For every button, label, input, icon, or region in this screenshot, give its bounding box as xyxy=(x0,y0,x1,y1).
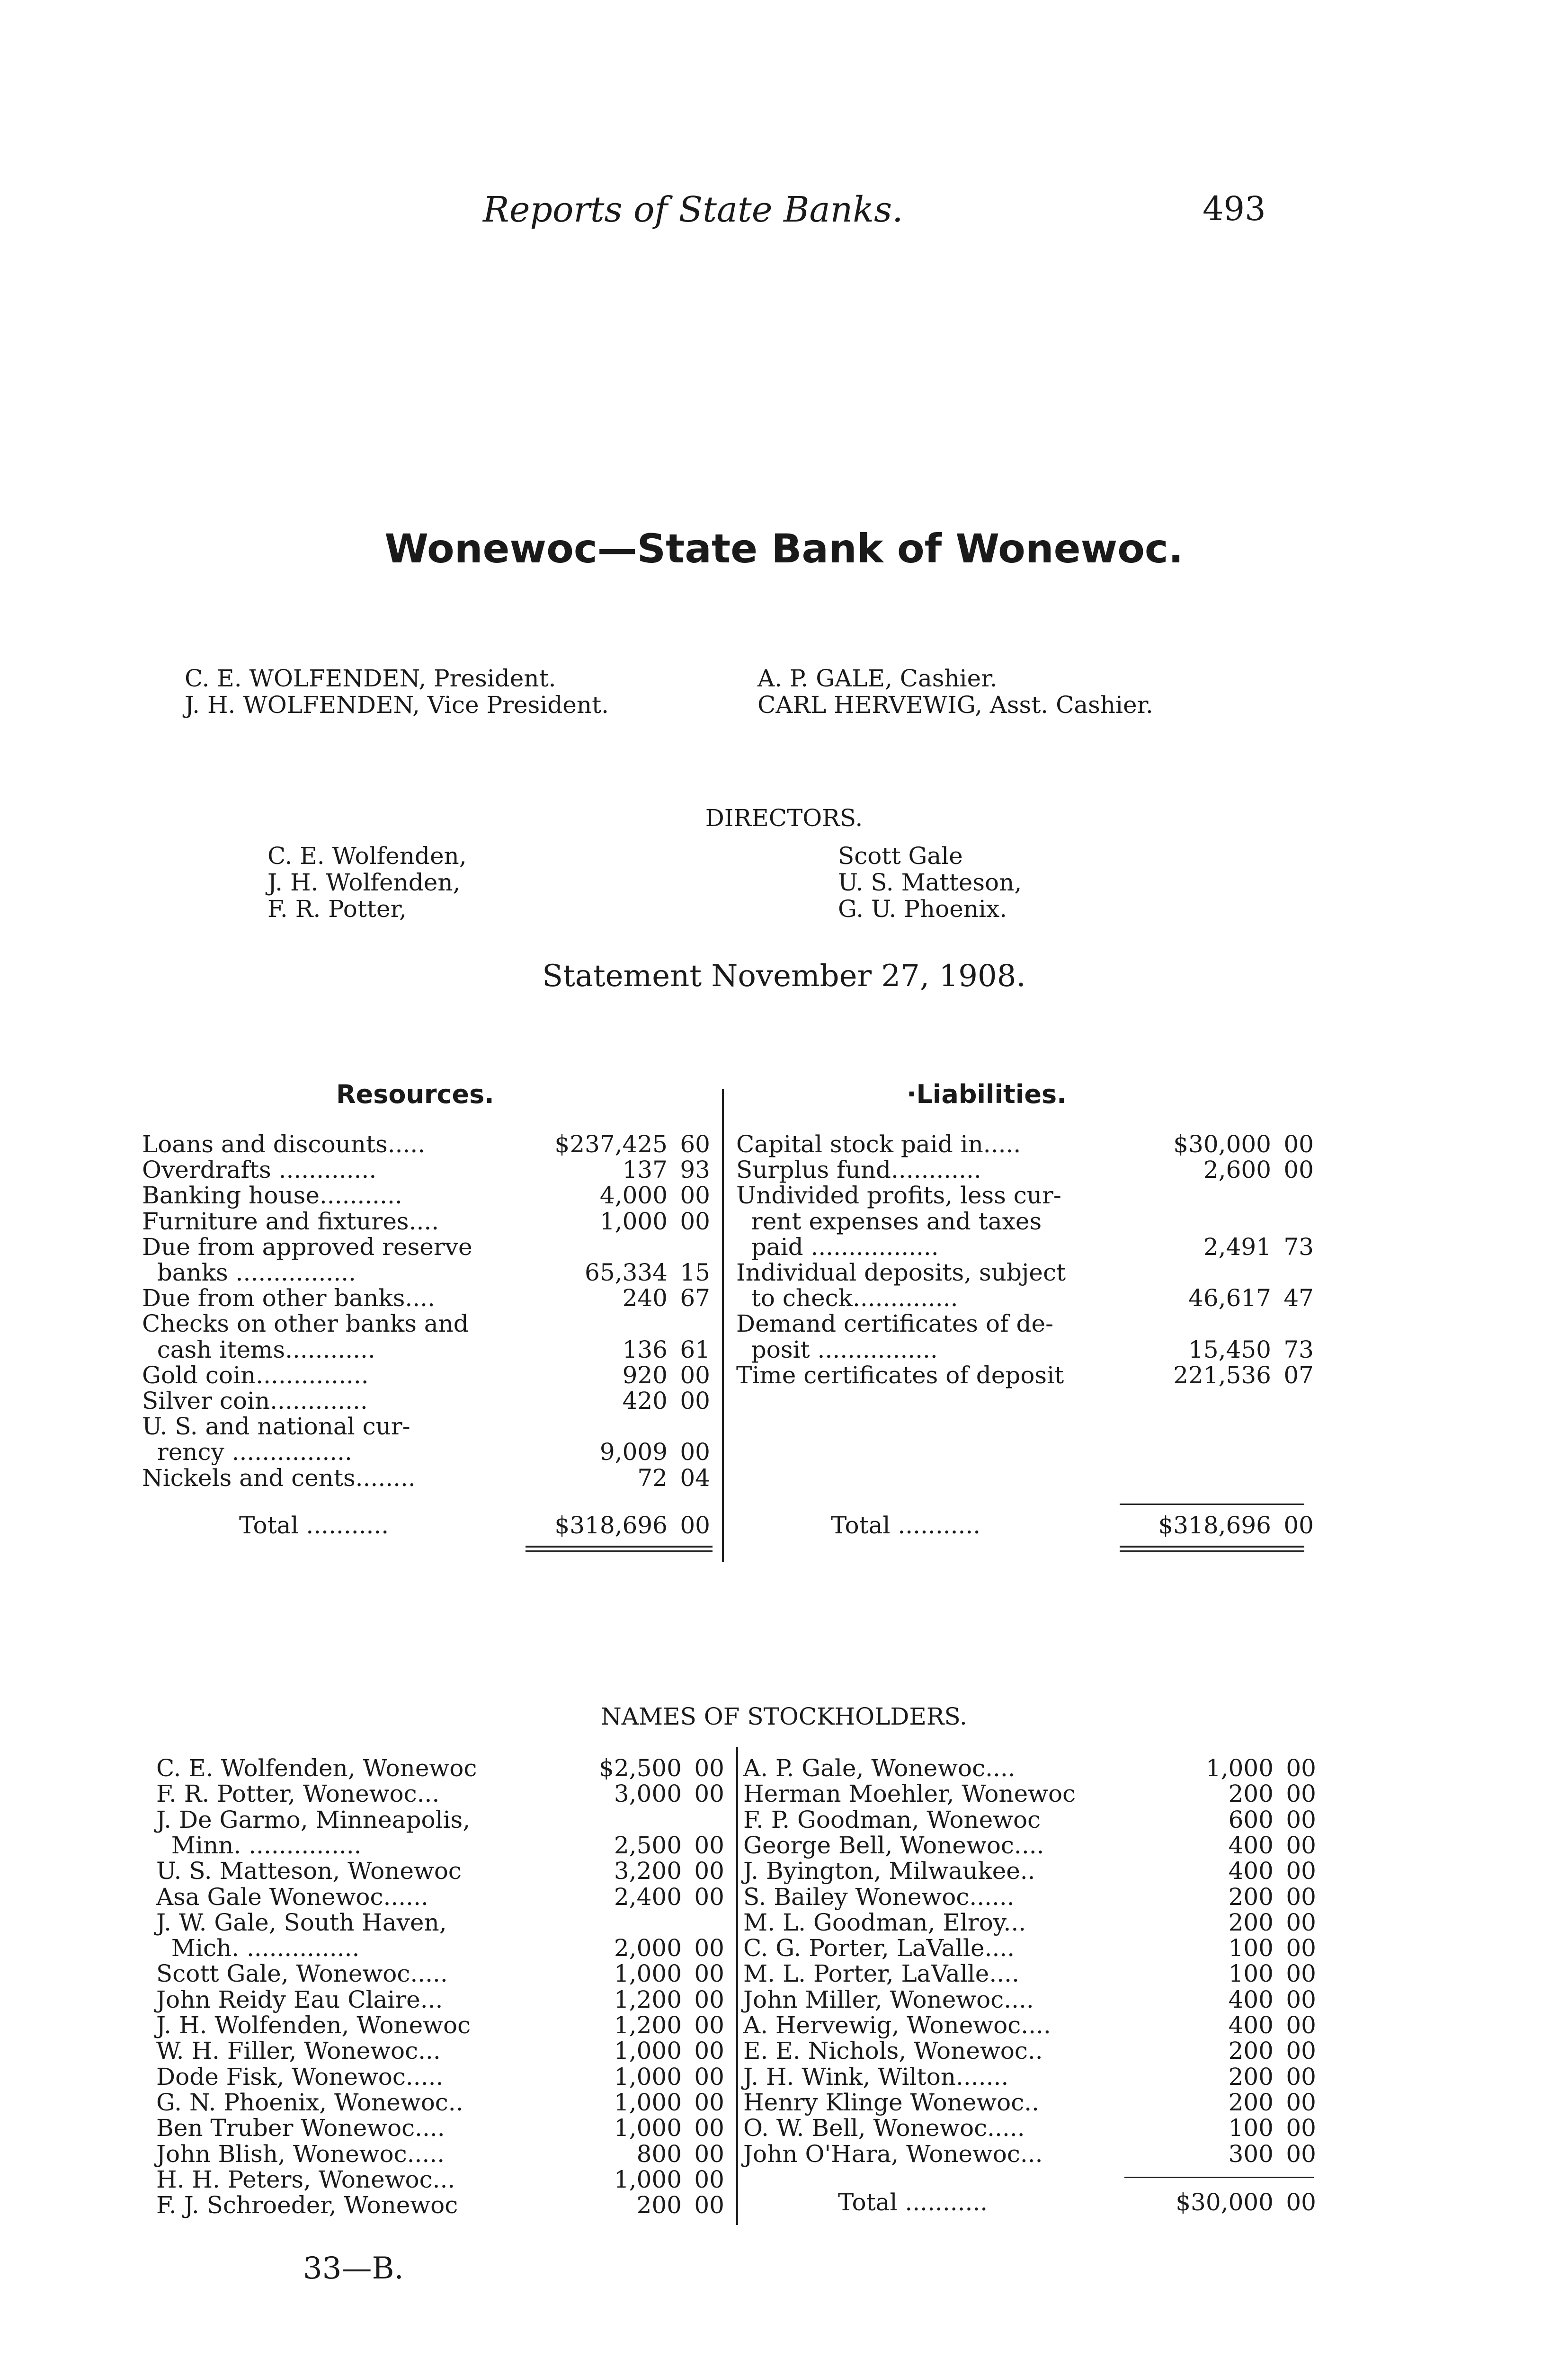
total-cents: 00 xyxy=(680,1512,710,1539)
row-dollars: 4,000 xyxy=(599,1182,668,1210)
row-label: paid ................. xyxy=(736,1233,939,1261)
row-dollars: 2,491 xyxy=(1203,1233,1271,1261)
row-label: F. J. Schroeder, Wonewoc xyxy=(156,2191,458,2219)
row-cents: 00 xyxy=(1286,1985,1316,2013)
row-cents: 00 xyxy=(694,2037,724,2065)
row-label: H. H. Peters, Wonewoc... xyxy=(156,2165,455,2193)
row-dollars: 3,000 xyxy=(614,1780,682,1808)
directors-heading: DIRECTORS. xyxy=(705,804,863,832)
row-dollars: 1,000 xyxy=(614,2063,682,2091)
row-label: U. S. Matteson, Wonewoc xyxy=(156,1857,462,1885)
row-cents: 00 xyxy=(1286,2037,1316,2065)
row-dollars: 300 xyxy=(1228,2140,1274,2168)
row-dollars: 400 xyxy=(1228,2011,1274,2039)
double-rule xyxy=(526,1546,713,1552)
row-cents: 00 xyxy=(1283,1156,1314,1184)
double-rule xyxy=(1120,1546,1304,1552)
row-dollars: 200 xyxy=(1228,2088,1274,2116)
row-cents: 00 xyxy=(694,1985,724,2013)
row-label: to check.............. xyxy=(736,1284,958,1312)
row-cents: 00 xyxy=(680,1438,710,1466)
officer-vice-president: J. H. WOLFENDEN, Vice President. xyxy=(185,691,609,719)
row-dollars: 1,000 xyxy=(614,2165,682,2193)
row-label: Undivided profits, less cur- xyxy=(736,1182,1061,1210)
row-label: J. H. Wink, Wilton....... xyxy=(743,2063,1009,2091)
row-label: E. E. Nichols, Wonewoc.. xyxy=(743,2037,1043,2065)
row-label: George Bell, Wonewoc.... xyxy=(743,1831,1044,1859)
row-dollars: 200 xyxy=(1228,2037,1274,2065)
row-label: Surplus fund............ xyxy=(736,1156,981,1184)
row-cents: 00 xyxy=(1286,2114,1316,2142)
row-cents: 00 xyxy=(694,2114,724,2142)
total-cents: 00 xyxy=(1286,2189,1316,2216)
director-name: J. H. Wolfenden, xyxy=(267,869,461,896)
row-cents: 00 xyxy=(694,1754,724,1782)
row-label: Asa Gale Wonewoc...... xyxy=(156,1883,428,1911)
officer-cashier: A. P. GALE, Cashier. xyxy=(757,665,998,692)
row-label: cash items............ xyxy=(142,1335,375,1363)
row-cents: 00 xyxy=(1286,1960,1316,1988)
row-label: J. W. Gale, South Haven, xyxy=(156,1908,447,1936)
row-label: C. E. Wolfenden, Wonewoc xyxy=(156,1754,477,1782)
row-label: Overdrafts ............. xyxy=(142,1156,377,1184)
row-label: Ben Truber Wonewoc.... xyxy=(156,2114,445,2142)
row-cents: 93 xyxy=(680,1156,710,1184)
row-cents: 00 xyxy=(694,2140,724,2168)
row-dollars: 400 xyxy=(1228,1985,1274,2013)
row-cents: 00 xyxy=(694,1934,724,1962)
row-dollars: 100 xyxy=(1228,1960,1274,1988)
row-dollars: 1,000 xyxy=(599,1207,668,1235)
page-number: 493 xyxy=(1203,189,1266,228)
row-dollars: 65,334 xyxy=(585,1259,668,1286)
running-head: Reports of State Banks. xyxy=(483,189,903,230)
total-label: Total ........... xyxy=(831,1512,981,1539)
row-cents: 00 xyxy=(694,2011,724,2039)
row-dollars: 46,617 xyxy=(1188,1284,1271,1312)
row-dollars: 920 xyxy=(622,1361,668,1389)
row-dollars: 1,000 xyxy=(1205,1754,1274,1782)
total-cents: 00 xyxy=(1283,1512,1314,1539)
row-cents: 00 xyxy=(680,1387,710,1415)
row-dollars: 200 xyxy=(1228,1780,1274,1808)
row-cents: 00 xyxy=(694,1883,724,1911)
row-cents: 00 xyxy=(1286,1908,1316,1936)
row-cents: 00 xyxy=(694,1857,724,1885)
row-cents: 00 xyxy=(1286,2011,1316,2039)
row-dollars: 221,536 xyxy=(1173,1361,1271,1389)
row-dollars: 200 xyxy=(1228,2063,1274,2091)
row-cents: 73 xyxy=(1283,1335,1314,1363)
sum-rule xyxy=(1120,1504,1304,1505)
row-label: John Reidy Eau Claire... xyxy=(156,1985,443,2013)
row-dollars: 15,450 xyxy=(1188,1335,1271,1363)
sum-rule xyxy=(1124,2177,1314,2178)
row-dollars: 1,200 xyxy=(614,2011,682,2039)
row-dollars: 600 xyxy=(1228,1806,1274,1833)
row-dollars: 2,400 xyxy=(614,1883,682,1911)
row-cents: 73 xyxy=(1283,1233,1314,1261)
row-dollars: 2,600 xyxy=(1203,1156,1271,1184)
row-label: M. L. Porter, LaValle.... xyxy=(743,1960,1019,1988)
row-cents: 00 xyxy=(680,1182,710,1210)
row-label: posit ................ xyxy=(736,1335,938,1363)
row-cents: 00 xyxy=(1286,1883,1316,1911)
statement-title: Statement November 27, 1908. xyxy=(542,959,1026,994)
row-cents: 04 xyxy=(680,1464,710,1492)
row-cents: 47 xyxy=(1283,1284,1314,1312)
row-label: Dode Fisk, Wonewoc..... xyxy=(156,2063,444,2091)
row-dollars: 1,000 xyxy=(614,2114,682,2142)
row-dollars: 400 xyxy=(1228,1831,1274,1859)
row-label: J. H. Wolfenden, Wonewoc xyxy=(156,2011,471,2039)
row-label: rency ................ xyxy=(142,1438,352,1466)
row-label: Loans and discounts..... xyxy=(142,1130,426,1158)
row-cents: 67 xyxy=(680,1284,710,1312)
row-label: Herman Moehler, Wonewoc xyxy=(743,1780,1076,1808)
row-cents: 00 xyxy=(1286,2063,1316,2091)
director-name: F. R. Potter, xyxy=(267,895,407,923)
row-dollars: 1,000 xyxy=(614,2088,682,2116)
row-label: John O'Hara, Wonewoc... xyxy=(743,2140,1043,2168)
row-dollars: 240 xyxy=(622,1284,668,1312)
row-dollars: 400 xyxy=(1228,1857,1274,1885)
row-cents: 00 xyxy=(694,1780,724,1808)
row-label: Furniture and fixtures.... xyxy=(142,1207,439,1235)
row-label: Henry Klinge Wonewoc.. xyxy=(743,2088,1040,2116)
row-label: Mich. ............... xyxy=(156,1934,360,1962)
row-dollars: 420 xyxy=(622,1387,668,1415)
row-cents: 00 xyxy=(1286,1806,1316,1833)
row-dollars: 137 xyxy=(622,1156,668,1184)
row-label: Demand certificates of de- xyxy=(736,1310,1053,1338)
row-cents: 00 xyxy=(694,2191,724,2219)
row-dollars: $2,500 xyxy=(599,1754,682,1782)
row-label: O. W. Bell, Wonewoc..... xyxy=(743,2114,1025,2142)
row-dollars: 72 xyxy=(637,1464,668,1492)
row-dollars: 100 xyxy=(1228,2114,1274,2142)
column-divider xyxy=(736,1747,738,2225)
row-label: F. P. Goodman, Wonewoc xyxy=(743,1806,1041,1833)
row-label: John Blish, Wonewoc..... xyxy=(156,2140,445,2168)
row-dollars: $237,425 xyxy=(554,1130,668,1158)
row-dollars: 1,200 xyxy=(614,1985,682,2013)
row-cents: 00 xyxy=(694,2063,724,2091)
total-label: Total ........... xyxy=(838,2189,988,2216)
row-label: A. Hervewig, Wonewoc.... xyxy=(743,2011,1051,2039)
row-label: Capital stock paid in..... xyxy=(736,1130,1021,1158)
resources-heading: Resources. xyxy=(336,1079,494,1109)
row-cents: 00 xyxy=(694,1831,724,1859)
row-cents: 00 xyxy=(680,1361,710,1389)
row-label: A. P. Gale, Wonewoc.... xyxy=(743,1754,1016,1782)
row-cents: 00 xyxy=(1286,2088,1316,2116)
row-label: Individual deposits, subject xyxy=(736,1259,1066,1286)
row-cents: 00 xyxy=(1286,1857,1316,1885)
row-label: Due from other banks.... xyxy=(142,1284,435,1312)
row-dollars: 200 xyxy=(636,2191,682,2219)
row-dollars: 3,200 xyxy=(614,1857,682,1885)
row-cents: 00 xyxy=(1286,2140,1316,2168)
row-dollars: 200 xyxy=(1228,1908,1274,1936)
row-cents: 00 xyxy=(680,1207,710,1235)
row-label: Silver coin............. xyxy=(142,1387,368,1415)
row-cents: 00 xyxy=(694,1960,724,1988)
row-label: rent expenses and taxes xyxy=(736,1207,1042,1235)
total-dollars: $318,696 xyxy=(1158,1512,1271,1539)
row-dollars: 100 xyxy=(1228,1934,1274,1962)
row-label: C. G. Porter, LaValle.... xyxy=(743,1934,1015,1962)
row-cents: 60 xyxy=(680,1130,710,1158)
row-cents: 61 xyxy=(680,1335,710,1363)
row-cents: 00 xyxy=(1286,1934,1316,1962)
bank-title: Wonewoc—State Bank of Wonewoc. xyxy=(384,525,1184,572)
row-label: Gold coin............... xyxy=(142,1361,369,1389)
row-label: banks ................ xyxy=(142,1259,356,1286)
row-dollars: 136 xyxy=(622,1335,668,1363)
row-dollars: $30,000 xyxy=(1173,1130,1271,1158)
row-cents: 00 xyxy=(1286,1831,1316,1859)
row-cents: 00 xyxy=(694,2165,724,2193)
row-dollars: 1,000 xyxy=(614,2037,682,2065)
footer-signature: 33—B. xyxy=(303,2251,404,2286)
total-label: Total ........... xyxy=(239,1512,389,1539)
officer-asst-cashier: CARL HERVEWIG, Asst. Cashier. xyxy=(757,691,1153,719)
row-label: Scott Gale, Wonewoc..... xyxy=(156,1960,448,1988)
row-cents: 15 xyxy=(680,1259,710,1286)
row-label: S. Bailey Wonewoc...... xyxy=(743,1883,1015,1911)
row-dollars: 2,000 xyxy=(614,1934,682,1962)
total-dollars: $318,696 xyxy=(554,1512,668,1539)
director-name: G. U. Phoenix. xyxy=(838,895,1007,923)
row-dollars: 2,500 xyxy=(614,1831,682,1859)
row-label: W. H. Filler, Wonewoc... xyxy=(156,2037,441,2065)
director-name: U. S. Matteson, xyxy=(838,869,1022,896)
row-dollars: 200 xyxy=(1228,1883,1274,1911)
row-cents: 00 xyxy=(694,2088,724,2116)
total-dollars: $30,000 xyxy=(1176,2189,1274,2216)
row-label: J. Byington, Milwaukee.. xyxy=(743,1857,1035,1885)
row-label: Checks on other banks and xyxy=(142,1310,469,1338)
officer-president: C. E. WOLFENDEN, President. xyxy=(185,665,556,692)
row-cents: 00 xyxy=(1286,1780,1316,1808)
row-dollars: 9,009 xyxy=(599,1438,668,1466)
row-label: Due from approved reserve xyxy=(142,1233,472,1261)
row-label: F. R. Potter, Wonewoc... xyxy=(156,1780,440,1808)
row-dollars: 800 xyxy=(636,2140,682,2168)
row-label: John Miller, Wonewoc.... xyxy=(743,1985,1034,2013)
row-cents: 00 xyxy=(1286,1754,1316,1782)
liabilities-heading: ·Liabilities. xyxy=(907,1079,1067,1109)
row-cents: 00 xyxy=(1283,1130,1314,1158)
row-label: J. De Garmo, Minneapolis, xyxy=(156,1806,471,1833)
director-name: Scott Gale xyxy=(838,842,963,870)
row-cents: 07 xyxy=(1283,1361,1314,1389)
row-label: G. N. Phoenix, Wonewoc.. xyxy=(156,2088,463,2116)
stockholders-heading: NAMES OF STOCKHOLDERS. xyxy=(601,1703,967,1730)
row-label: Minn. ............... xyxy=(156,1831,362,1859)
row-label: Time certificates of deposit xyxy=(736,1361,1064,1389)
director-name: C. E. Wolfenden, xyxy=(267,842,467,870)
row-label: Banking house........... xyxy=(142,1182,402,1210)
row-dollars: 1,000 xyxy=(614,1960,682,1988)
row-label: Nickels and cents........ xyxy=(142,1464,416,1492)
row-label: U. S. and national cur- xyxy=(142,1413,410,1441)
row-label: M. L. Goodman, Elroy... xyxy=(743,1908,1026,1936)
column-divider xyxy=(722,1089,724,1562)
